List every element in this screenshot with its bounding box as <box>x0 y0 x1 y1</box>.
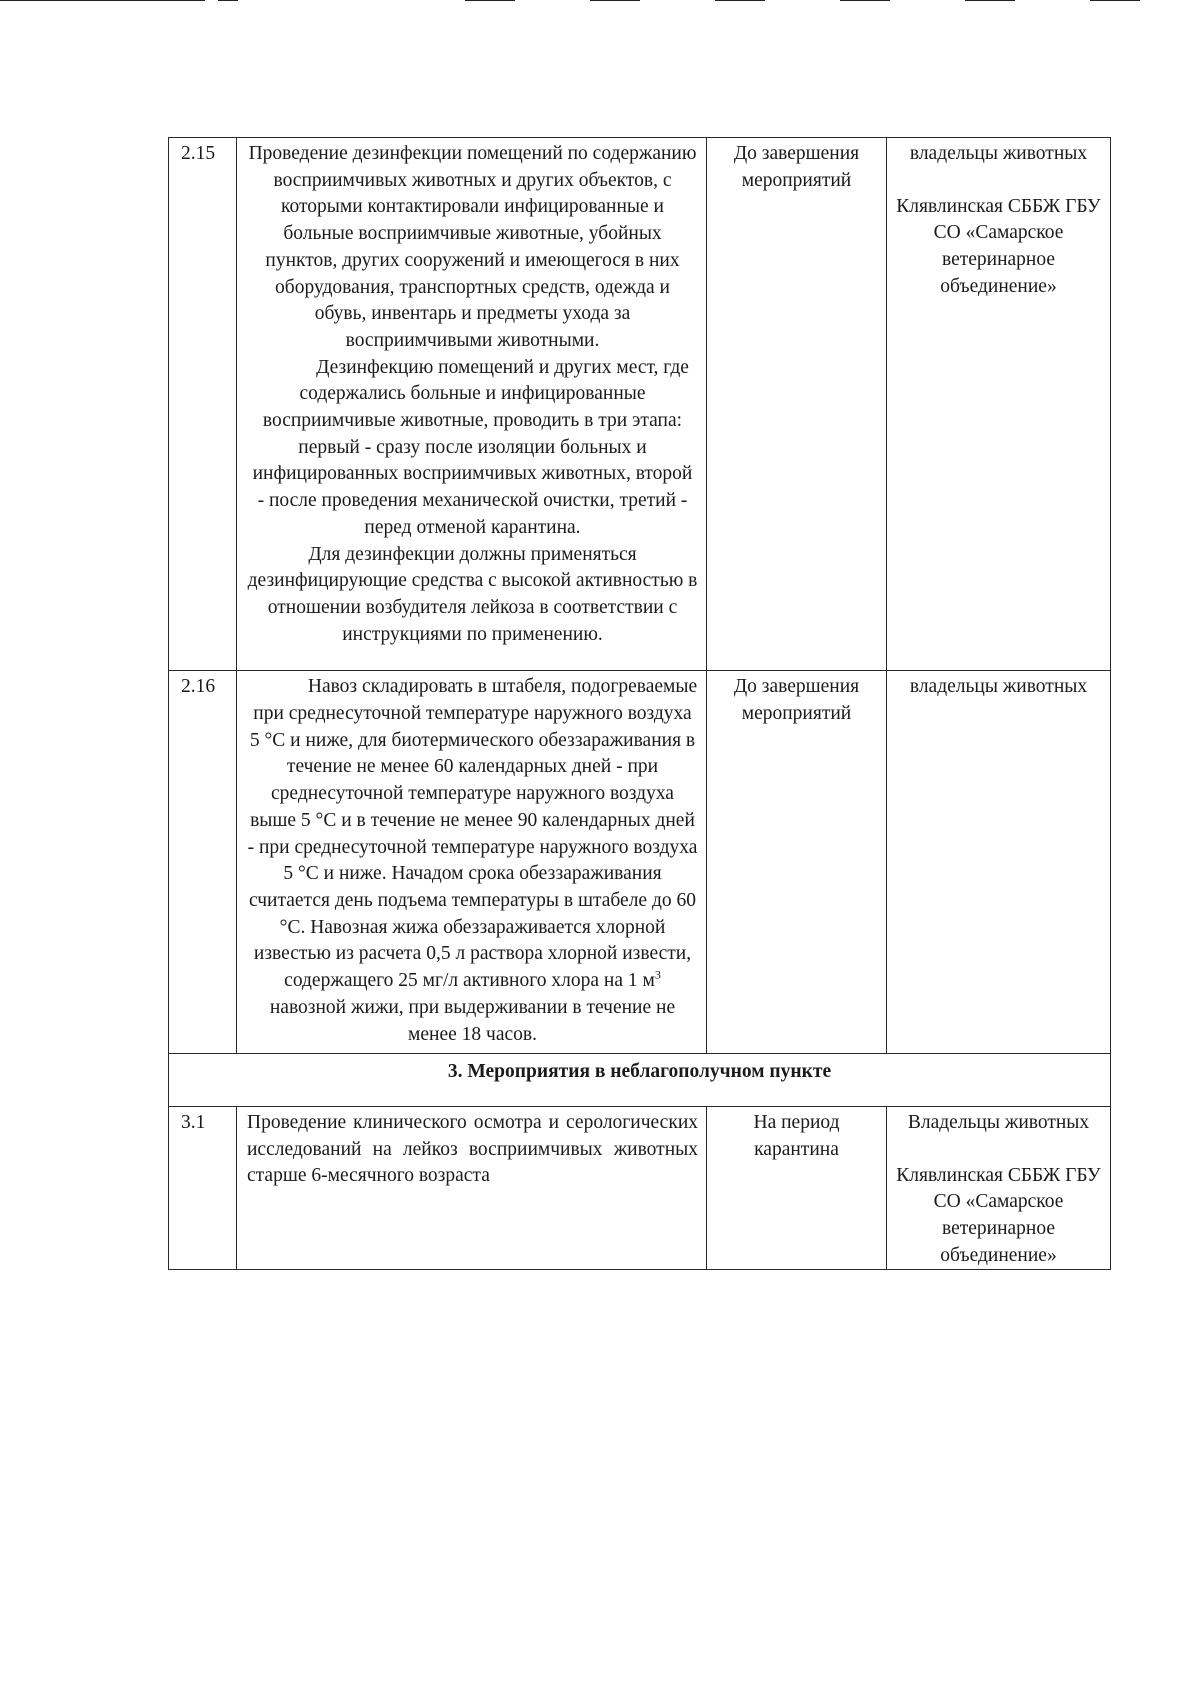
row-number: 3.1 <box>169 1106 237 1270</box>
scan-artifact-line <box>965 0 1015 1</box>
section-row <box>169 1054 1111 1107</box>
table-row <box>169 671 1111 1054</box>
section-heading: 3. Мероприятия в неблагополучном пункте <box>169 1054 1111 1107</box>
description-paragraph: Навоз складировать в штабеля, подогреваемые при среднесуточной температуре наружного воздуха 5 °С и ниже, для биотермического обеззараживания в течение не менее 60 календарных дней - при среднесуточной температуре наружного воздуха выше 5 °С и в течение не менее 90 календарных дней - при среднесуточной температуре наружного воздуха 5 °С и ниже. Начадом срока обеззараживания считается день подъема температуры в штабеле до 60 °С. Навозная жижа обеззараживается хлорной известью из расчета 0,5 л раствора хлорной извести, содержащего 25 мг/л активного хлора на 1 $м^3$ навозной жижи, при выдерживании в течение не менее 18 часов. <box>247 676 698 1045</box>
scan-artifact-line <box>1090 0 1140 1</box>
scan-artifact-line <box>715 0 765 1</box>
scan-artifact-line <box>465 0 515 1</box>
table-row <box>169 138 1111 671</box>
responsible-organization: Клявлинская СББЖ ГБУ СО «Самарское ветеринарное объединение» <box>896 195 1101 297</box>
scan-artifact-line <box>840 0 890 1</box>
description-paragraph: Проведение дезинфекции помещений по содержанию восприимчивых животных и других объектов, с которыми контактировали инфицированные и больные восприимчивые животные, убойных пунктов, других сооружений и имеющегося в них оборудования, транспортных средств, одежда и обувь, инвентарь и предметы ухода за восприимчивыми животными. <box>248 143 697 351</box>
row-number: 2.16 <box>169 671 237 1054</box>
description-paragraph: Дезинфекцию помещений и других мест, где содержались больные и инфицированные восприимчивые животные, проводить в три этапа: первый - сразу после изоляции больных и инфицированных восприимчивых животных, второй - после проведения механической очистки, третий - перед отменой карантина. <box>252 356 693 538</box>
responsible-owners: владельцы животных <box>909 143 1088 164</box>
responsible-cell <box>887 671 1111 1054</box>
row-number: 2.15 <box>169 138 237 671</box>
scan-artifact-line <box>0 0 205 1</box>
measure-description: Проведение клинического осмотра и серологических исследований на лейкоз восприимчивых животных старше 6-месячного возраста <box>237 1106 707 1270</box>
measure-description <box>237 138 707 671</box>
responsible-cell <box>887 138 1111 671</box>
scan-artifact-line <box>590 0 640 1</box>
scan-artifact-line <box>218 0 238 1</box>
deadline-cell: До завершения мероприятий <box>707 671 887 1054</box>
responsible-owners: владельцы животных <box>909 676 1088 698</box>
responsible-cell <box>887 1106 1111 1270</box>
responsible-organization: Клявлинская СББЖ ГБУ СО «Самарское ветеринарное объединение» <box>896 1164 1101 1266</box>
deadline-cell: До завершения мероприятий <box>707 138 887 671</box>
table-row <box>169 1106 1111 1270</box>
deadline-cell: На период карантина <box>707 1106 887 1270</box>
measure-description <box>237 671 707 1054</box>
description-paragraph: Для дезинфекции должны применяться дезинфицирующие средства с высокой активностью в отношении возбудителя лейкоза в соответствии с инструкциями по применению. <box>247 543 698 645</box>
responsible-owners: Владельцы животных <box>907 1111 1090 1133</box>
measures-table <box>168 137 1111 1270</box>
